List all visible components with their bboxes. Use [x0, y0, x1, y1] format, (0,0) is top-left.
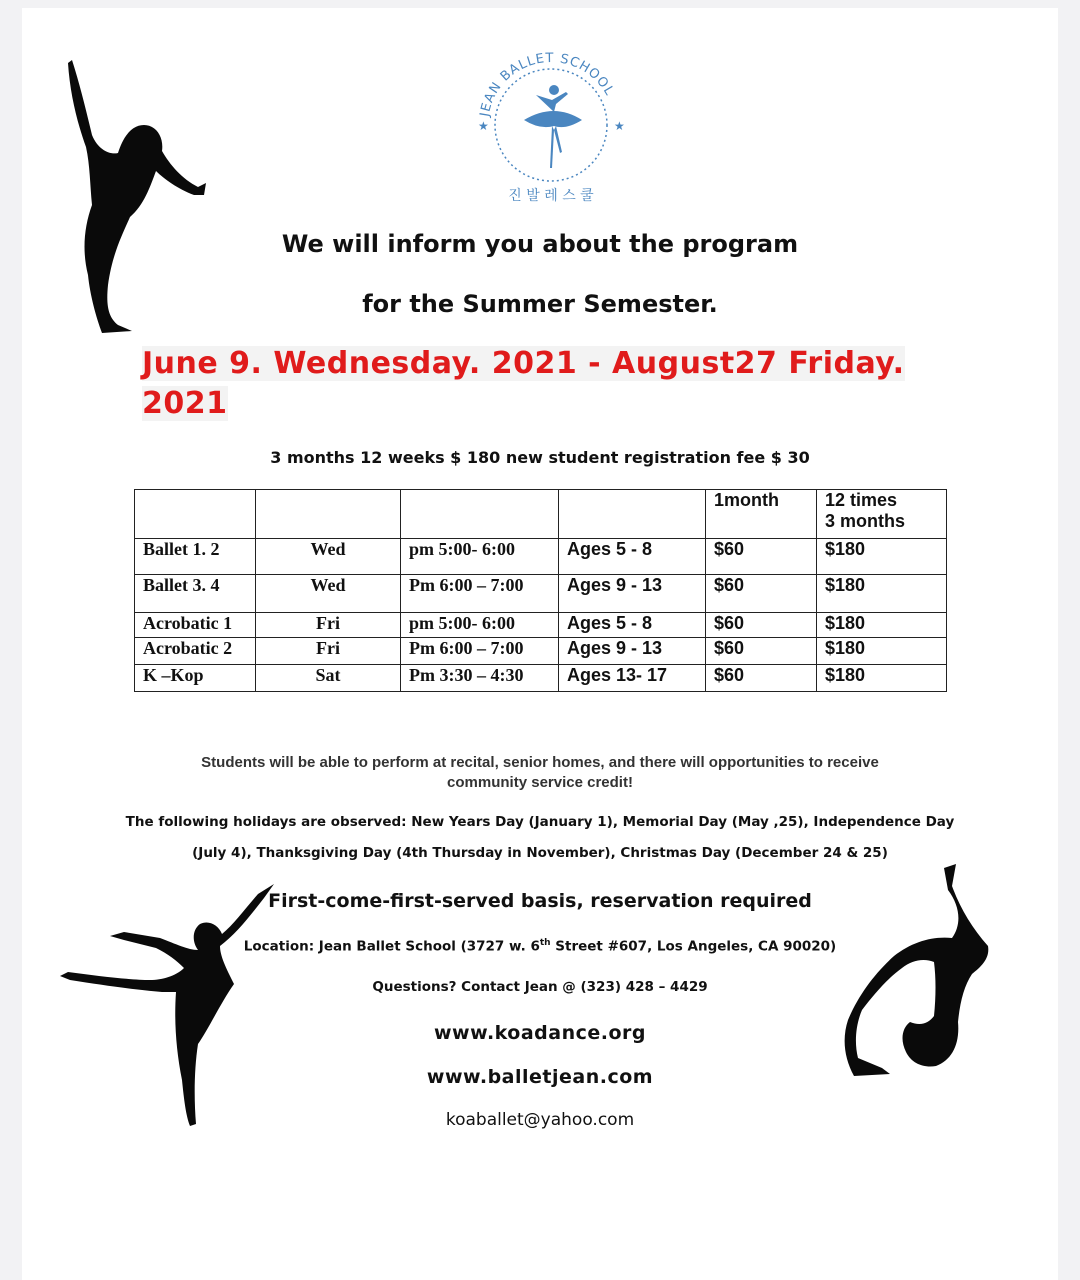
header-12times-line2: 3 months [825, 511, 906, 531]
price-3months: $180 [817, 638, 947, 665]
class-ages: Ages 9 - 13 [559, 575, 706, 613]
dates-line-2: 2021 [142, 386, 228, 421]
contact-line: Questions? Contact Jean @ (323) 428 – 4429 [372, 979, 708, 995]
class-time: Pm 6:00 – 7:00 [401, 575, 559, 613]
perform-note-line-1: Students will be able to perform at recital, senior homes, and there will opportunities to receive [201, 754, 879, 771]
class-time: Pm 6:00 – 7:00 [401, 638, 559, 665]
class-ages: Ages 13- 17 [559, 665, 706, 692]
class-name: Ballet 3. 4 [135, 575, 256, 613]
class-ages: Ages 5 - 8 [559, 613, 706, 638]
price-3months: $180 [817, 575, 947, 613]
class-day: Wed [256, 575, 401, 613]
class-time: Pm 3:30 – 4:30 [401, 665, 559, 692]
email-link[interactable]: koaballet@yahoo.com [445, 1110, 635, 1130]
svg-text:★: ★ [478, 119, 489, 133]
svg-text:JEAN BALLET SCHOOL [477, 51, 616, 119]
holidays-line-2: (July 4), Thanksgiving Day (4th Thursday in November), Christmas Day (December 24 & 25) [192, 845, 888, 861]
logo-korean-name: 진 발 레 스 쿨 [508, 188, 594, 204]
class-name: Acrobatic 2 [135, 638, 256, 665]
holidays-line-1: The following holidays are observed: New Years Day (January 1), Memorial Day (May ,25), Independence Day [125, 814, 955, 830]
class-day: Fri [256, 613, 401, 638]
price-1month: $60 [706, 575, 817, 613]
price-1month: $60 [706, 638, 817, 665]
logo-school-name: JEAN BALLET SCHOOL [477, 50, 617, 118]
website-link-koadance[interactable]: www.koadance.org [434, 1022, 646, 1044]
header-12times-line1: 12 times [825, 490, 898, 510]
table-row [135, 539, 947, 575]
table-header-row [135, 490, 947, 539]
table-row [135, 665, 947, 692]
semester-dates [142, 344, 942, 424]
class-name: K –Kop [135, 665, 256, 692]
class-name: Acrobatic 1 [135, 613, 256, 638]
svg-text:★: ★ [614, 119, 625, 133]
location-line [0, 938, 1080, 955]
perform-note-line-2: community service credit! [447, 774, 633, 791]
location-sup: th [539, 938, 551, 948]
location-suffix: Street #607, Los Angeles, CA 90020) [550, 938, 837, 955]
price-3months: $180 [817, 613, 947, 638]
price-1month: $60 [706, 539, 817, 575]
fee-line: 3 months 12 weeks $ 180 new student registration fee $ 30 [270, 448, 810, 467]
header-1month: 1month [706, 490, 817, 539]
table-row [135, 638, 947, 665]
website-link-balletjean[interactable]: www.balletjean.com [426, 1066, 654, 1088]
price-3months: $180 [817, 539, 947, 575]
schedule-table [134, 489, 947, 692]
class-time: pm 5:00- 6:00 [401, 613, 559, 638]
dates-line-1: June 9. Wednesday. 2021 - August27 Friday. [142, 346, 905, 381]
class-ages: Ages 5 - 8 [559, 539, 706, 575]
class-ages: Ages 9 - 13 [559, 638, 706, 665]
location-prefix: Location: Jean Ballet School (3727 w. 6 [243, 938, 540, 955]
price-1month: $60 [706, 613, 817, 638]
reservation-note: First-come-first-served basis, reservation required [268, 890, 812, 912]
heading-line-1: We will inform you about the program [281, 230, 799, 258]
price-1month: $60 [706, 665, 817, 692]
heading-line-2: for the Summer Semester. [362, 290, 718, 318]
table-row [135, 613, 947, 638]
table-row [135, 575, 947, 613]
header-12times [817, 490, 947, 539]
class-time: pm 5:00- 6:00 [401, 539, 559, 575]
ballet-logo-icon [466, 40, 636, 210]
dancer-silhouette-icon [58, 880, 288, 1130]
class-day: Wed [256, 539, 401, 575]
price-3months: $180 [817, 665, 947, 692]
class-name: Ballet 1. 2 [135, 539, 256, 575]
class-day: Fri [256, 638, 401, 665]
class-day: Sat [256, 665, 401, 692]
